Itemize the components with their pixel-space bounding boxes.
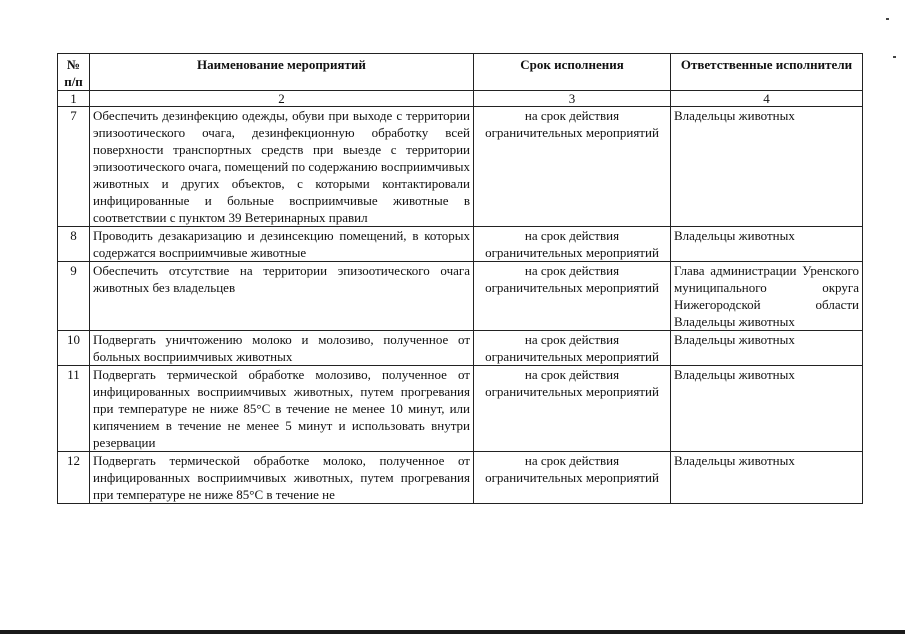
measure-term: на срок действия ограничительных мероприятий xyxy=(474,107,671,227)
measure-name: Подвергать уничтожению молоко и молозиво, полученное от больных восприимчивых животных xyxy=(90,331,474,366)
measure-responsible: Владельцы животных xyxy=(671,452,863,504)
column-number-row xyxy=(58,91,863,107)
table-row xyxy=(58,366,863,452)
header-num: № п/п xyxy=(58,54,90,91)
table-header-row xyxy=(58,54,863,91)
measure-responsible: Владельцы животных xyxy=(671,366,863,452)
header-resp: Ответственные исполнители xyxy=(671,54,863,91)
row-number: 7 xyxy=(58,107,90,227)
measure-responsible: Владельцы животных xyxy=(671,227,863,262)
table-row xyxy=(58,452,863,504)
column-number: 2 xyxy=(90,91,474,107)
measure-responsible: Глава администрации Уренского муниципального округа Нижегородской области Владельцы животных xyxy=(671,262,863,331)
table-row xyxy=(58,107,863,227)
scan-speck xyxy=(893,56,896,58)
row-number: 9 xyxy=(58,262,90,331)
measure-name: Обеспечить дезинфекцию одежды, обуви при выходе с территории эпизоотического очага, дезинфекционную обработку всей поверхности транспортных средств при выезде с территории эпизоотического очага, помещений по содержанию восприимчивых животных и других объектов, с которыми контактировали инфицированные и больные восприимчивые животные в соответствии с пунктом 39 Ветеринарных правил xyxy=(90,107,474,227)
table-row xyxy=(58,262,863,331)
column-number: 1 xyxy=(58,91,90,107)
measure-term: на срок действия ограничительных мероприятий xyxy=(474,262,671,331)
measure-responsible: Владельцы животных xyxy=(671,107,863,227)
column-number: 3 xyxy=(474,91,671,107)
measure-term: на срок действия ограничительных мероприятий xyxy=(474,331,671,366)
measure-responsible: Владельцы животных xyxy=(671,331,863,366)
measure-name: Проводить дезакаризацию и дезинсекцию помещений, в которых содержатся восприимчивые животные xyxy=(90,227,474,262)
measure-term: на срок действия ограничительных мероприятий xyxy=(474,227,671,262)
row-number: 10 xyxy=(58,331,90,366)
scan-speck xyxy=(886,18,889,20)
column-number: 4 xyxy=(671,91,863,107)
table-row xyxy=(58,331,863,366)
measure-name: Обеспечить отсутствие на территории эпизоотического очага животных без владельцев xyxy=(90,262,474,331)
header-name: Наименование мероприятий xyxy=(90,54,474,91)
row-number: 11 xyxy=(58,366,90,452)
table-row xyxy=(58,227,863,262)
measure-term: на срок действия ограничительных мероприятий xyxy=(474,366,671,452)
measure-name: Подвергать термической обработке молоко, полученное от инфицированных восприимчивых животных, путем прогревания при температуре не ниже 85°С в течение не xyxy=(90,452,474,504)
row-number: 8 xyxy=(58,227,90,262)
measure-term: на срок действия ограничительных мероприятий xyxy=(474,452,671,504)
scan-edge-line xyxy=(0,630,905,634)
measure-name: Подвергать термической обработке молозиво, полученное от инфицированных восприимчивых животных, путем прогревания при температуре не ниже 85°С в течение не менее 10 минут, или кипячением в течение не менее 5 минут и использовать внутри резервации xyxy=(90,366,474,452)
measures-table xyxy=(57,53,863,504)
header-term: Срок исполнения xyxy=(474,54,671,91)
row-number: 12 xyxy=(58,452,90,504)
